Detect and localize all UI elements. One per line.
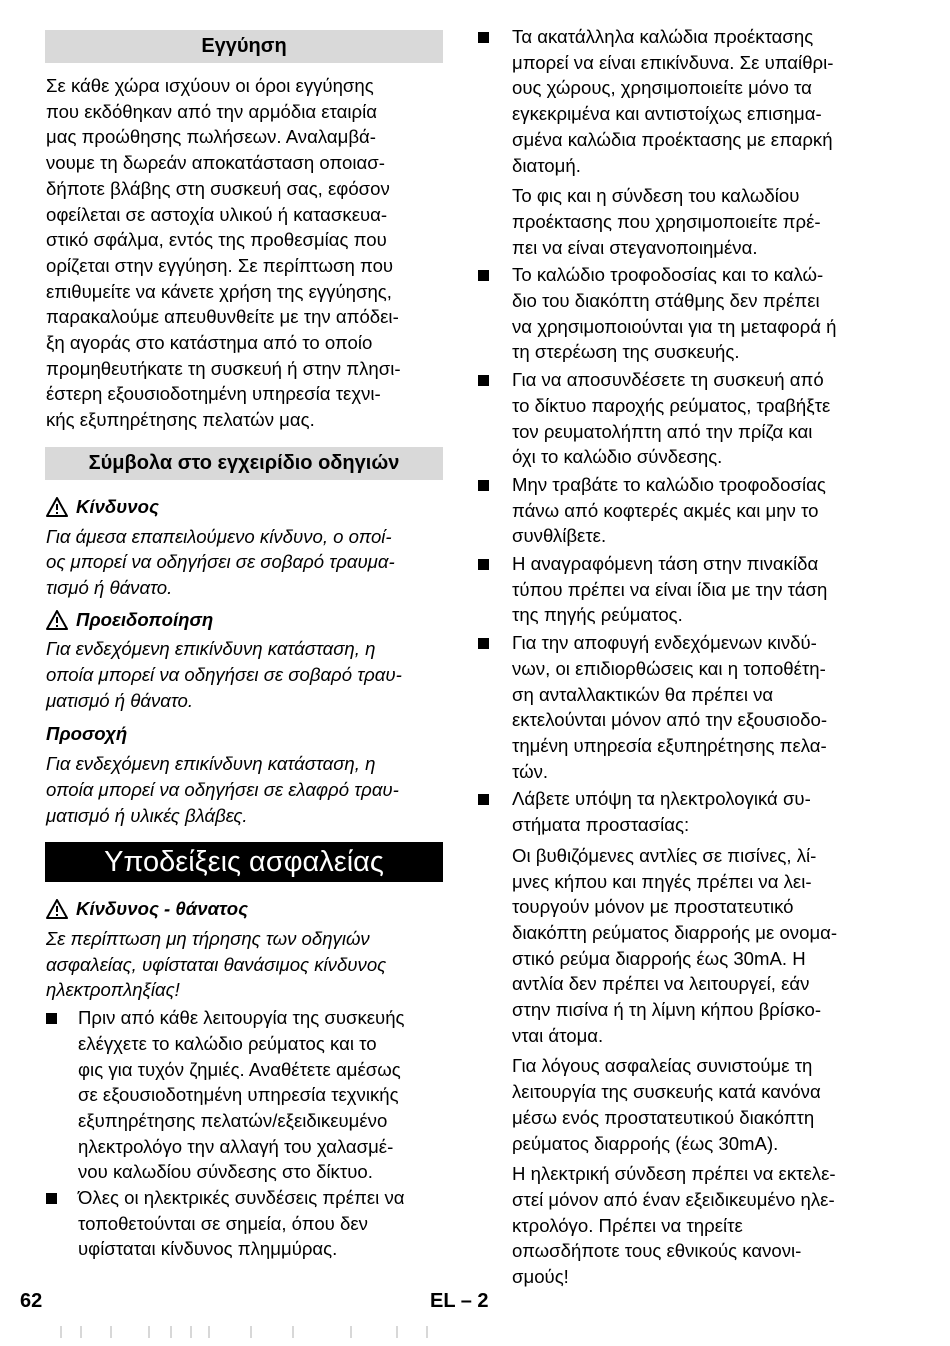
text-line: Όλες οι ηλεκτρικές συνδέσεις πρέπει να: [78, 1187, 405, 1209]
text-line: τισμό ή θάνατο.: [46, 576, 173, 598]
text-line: της πηγής ρεύματος.: [512, 604, 683, 626]
text-line: λειτουργία της συσκευής κατά κανόνα: [512, 1081, 821, 1103]
text-line: εξυπηρέτησης πελατών/εξειδικευμένο: [78, 1109, 388, 1131]
text-line: Η ηλεκτρική σύνδεση πρέπει να εκτελε-: [512, 1163, 836, 1185]
warning-triangle-icon: [46, 899, 68, 919]
list-item: [478, 630, 898, 784]
text-line: πάνω από κοφτερές ακμές και μην το: [512, 499, 819, 521]
text-line: ματισμό ή υλικές βλάβες.: [46, 804, 248, 826]
text-line: Το καλώδιο τροφοδοσίας και το καλώ-: [512, 264, 824, 286]
text-line: όχι το καλώδιο σύνδεσης.: [512, 446, 723, 468]
text-line: εγκεκριμένα και αντιστοίχως επισημα-: [512, 103, 822, 125]
section-heading-safety: Υποδείξεις ασφαλείας: [45, 842, 443, 882]
right-column: [478, 26, 898, 1290]
text-line: τύπου πρέπει να είναι ίδια με την τάση: [512, 578, 828, 600]
square-bullet-icon: [478, 480, 489, 491]
text-line: κτρολόγο. Πρέπει να τηρείτε: [512, 1214, 743, 1236]
right-bullet-list: [478, 24, 898, 1290]
death-text: [46, 926, 444, 1003]
text-line: στικό σφάλμα, εντός της προθεσμίας που: [46, 229, 387, 251]
text-line: τοποθετούνται σε σημεία, όπου δεν: [78, 1212, 368, 1234]
text-line: ηλεκτρολόγο την αλλαγή του χαλασμέ-: [78, 1135, 394, 1157]
text-line: στικό ρεύμα διαρροής έως 30mA. Η: [512, 947, 806, 969]
text-line: προέκτασης που χρησιμοποιείτε πρέ-: [512, 210, 821, 232]
text-line: πει να είναι στεγανοποιημένα.: [512, 236, 758, 258]
text-line: δήποτε βλάβης στη συσκευή σας, εφόσον: [46, 177, 390, 199]
text-line: το δίκτυο παροχής ρεύματος, τραβήξτε: [512, 394, 831, 416]
text-line: νων, οι επιδιορθώσεις και η τοποθέτη-: [512, 657, 826, 679]
square-bullet-icon: [478, 559, 489, 570]
text-line: μας προώθησης πωλήσεων. Αναλαμβά-: [46, 126, 376, 148]
death-title: Κίνδυνος - θάνατος: [76, 898, 249, 920]
list-item: [478, 472, 898, 549]
warning-text: [46, 636, 444, 713]
text-line: τη στερέωση της συσκευής.: [512, 341, 740, 363]
text-line: έστερη εξουσιοδοτημένη υπηρεσία τεχνι-: [46, 383, 381, 405]
caution-heading: [46, 721, 444, 747]
square-bullet-icon: [478, 638, 489, 649]
text-line: στήματα προστασίας:: [512, 814, 690, 836]
list-item: [478, 786, 898, 1289]
square-bullet-icon: [478, 270, 489, 281]
text-line: προμηθευτήκατε τη συσκευή ή στην πλησι-: [46, 357, 401, 379]
text-line: τουργούν μόνον με προστατευτικό: [512, 896, 794, 918]
text-line: Για ενδεχόμενη επικίνδυνη κατάσταση, η: [46, 638, 376, 660]
square-bullet-icon: [46, 1193, 57, 1204]
language-code: EL – 2: [430, 1290, 489, 1312]
text-line: διατομή.: [512, 154, 581, 176]
warranty-text: [46, 73, 444, 433]
caution-title: Προσοχή: [46, 723, 128, 745]
text-line: Για λόγους ασφαλείας συνιστούμε τη: [512, 1055, 813, 1077]
text-line: που εκδόθηκαν από την αρμόδια εταιρία: [46, 100, 377, 122]
text-line: μνες κήπου και πηγές πρέπει να λει-: [512, 870, 812, 892]
text-line: να χρησιμοποιούνται για τη μεταφορά ή: [512, 315, 837, 337]
text-line: Τα ακατάλληλα καλώδια προέκτασης: [512, 26, 814, 47]
text-line: υφίσταται κίνδυνος πλημμύρας.: [78, 1238, 338, 1260]
text-line: σμούς!: [512, 1266, 569, 1288]
text-line: οφείλεται σε αστοχία υλικού ή κατασκευα-: [46, 203, 388, 225]
text-line: διο του διακόπτη στάθμης δεν πρέπει: [512, 290, 820, 312]
text-line: οποία μπορεί να οδηγήσει σε ελαφρό τραυ-: [46, 778, 399, 800]
list-item: [478, 24, 898, 260]
list-item: [46, 1185, 444, 1262]
text-line: Οι βυθιζόμενες αντλίες σε πισίνες, λί-: [512, 844, 817, 866]
text-line: ελέγχετε το καλώδιο ρεύματος και το: [78, 1032, 377, 1054]
death-heading: [46, 896, 444, 922]
list-item: [478, 551, 898, 628]
danger-text: [46, 524, 444, 601]
text-line: ση ανταλλακτικών θα πρέπει να: [512, 683, 774, 705]
text-line: ρεύματος διαρροής (έως 30mA).: [512, 1132, 779, 1154]
text-line: ους χώρους, χρησιμοποιείτε μόνο τα: [512, 77, 812, 99]
left-column: [46, 26, 444, 1262]
list-item: [478, 262, 898, 365]
text-line: παρακαλούμε απευθυνθείτε με την απόδει-: [46, 306, 399, 328]
text-line: Σε περίπτωση μη τήρησης των οδηγιών: [46, 927, 370, 949]
text-line: ματισμό ή θάνατο.: [46, 689, 194, 711]
text-line: Το φις και η σύνδεση του καλωδίου: [512, 185, 800, 207]
text-line: συνθλίβετε.: [512, 525, 607, 547]
section-heading-symbols: Σύμβολα στο εγχειρίδιο οδηγιών: [45, 447, 443, 480]
text-line: Μην τραβάτε το καλώδιο τροφοδοσίας: [512, 473, 826, 495]
text-line: επιθυμείτε να κάνετε χρήση της εγγύησης,: [46, 280, 392, 302]
warning-triangle-icon: [46, 610, 68, 630]
sub-paragraph: [512, 183, 898, 260]
text-line: Για άμεσα επαπειλούμενο κίνδυνο, ο οποί-: [46, 525, 392, 547]
text-line: τον ρευματολήπτη από την πρίζα και: [512, 420, 813, 442]
text-line: μέσω ενός προστατευτικού διακόπτη: [512, 1106, 815, 1128]
warning-triangle-icon: [46, 497, 68, 517]
scan-artifacts: [60, 1326, 440, 1338]
page-number: 62: [20, 1290, 43, 1312]
text-line: διακόπτη ρεύματος διαρροής με ονομα-: [512, 921, 838, 943]
caution-text: [46, 751, 444, 828]
warning-title: Προειδοποίηση: [76, 608, 214, 630]
text-line: μπορεί να είναι επικίνδυνα. Σε υπαίθρι-: [512, 51, 834, 73]
text-line: σε εξουσιοδοτημένη υπηρεσία τεχνικής: [78, 1084, 399, 1106]
list-item: [478, 367, 898, 470]
warning-heading: [46, 607, 444, 633]
text-line: Για ενδεχόμενη επικίνδυνη κατάσταση, η: [46, 753, 376, 775]
square-bullet-icon: [478, 375, 489, 386]
text-line: νται άτομα.: [512, 1024, 604, 1046]
text-line: Σε κάθε χώρα ισχύουν οι όροι εγγύησης: [46, 75, 374, 96]
text-line: οπωσδήποτε τους εθνικούς κανονι-: [512, 1240, 802, 1262]
text-line: εκτελούνται μόνον από την εξουσιοδο-: [512, 709, 828, 731]
sub-paragraph: [512, 1161, 898, 1290]
text-line: Η αναγραφόμενη τάση στην πινακίδα: [512, 553, 819, 575]
square-bullet-icon: [46, 1013, 57, 1024]
text-line: οποία μπορεί να οδηγήσει σε σοβαρό τραυ-: [46, 664, 402, 686]
danger-heading: [46, 494, 444, 520]
text-line: ασφαλείας, υφίσταται θανάσιμος κίνδυνος: [46, 953, 387, 975]
text-line: Για την αποφυγή ενδεχόμενων κινδύ-: [512, 632, 817, 654]
text-line: στεί μόνον από έναν εξειδικευμένο ηλε-: [512, 1188, 835, 1210]
text-line: ξη αγοράς στο κατάστημα από το οποίο: [46, 332, 373, 354]
text-line: στην πισίνα ή τη λίμνη κήπου βρίσκο-: [512, 999, 822, 1021]
text-line: Πριν από κάθε λειτουργία της συσκευής: [78, 1007, 405, 1029]
left-bullet-list: [46, 1005, 444, 1262]
text-line: τών.: [512, 760, 549, 782]
section-heading-warranty: Εγγύηση: [45, 30, 443, 63]
text-line: νου καλωδίου σύνδεσης στο δίκτυο.: [78, 1161, 373, 1183]
text-line: αντλία δεν πρέπει να λειτουργεί, εάν: [512, 973, 810, 995]
text-line: Λάβετε υπόψη τα ηλεκτρολογικά συ-: [512, 788, 811, 810]
text-line: κής εξυπηρέτησης πελατών μας.: [46, 409, 315, 431]
text-line: νουμε τη δωρεάν αποκατάσταση οποιασ-: [46, 152, 385, 174]
list-item: [46, 1005, 444, 1185]
sub-paragraph: [512, 1053, 898, 1156]
text-line: φις για τυχόν ζημιές. Αναθέτετε αμέσως: [78, 1058, 401, 1080]
text-line: τημένη υπηρεσία εξυπηρέτησης πελα-: [512, 734, 827, 756]
text-line: Για να αποσυνδέσετε τη συσκευή από: [512, 369, 824, 391]
square-bullet-icon: [478, 32, 489, 43]
text-line: ος μπορεί να οδηγήσει σε σοβαρό τραυμα-: [46, 551, 395, 573]
text-line: ορίζεται στην εγγύηση. Σε περίπτωση που: [46, 254, 394, 276]
text-line: σμένα καλώδια προέκτασης με επαρκή: [512, 128, 833, 150]
sub-paragraph: [512, 843, 898, 1049]
square-bullet-icon: [478, 794, 489, 805]
text-line: ηλεκτροπληξίας!: [46, 979, 180, 1001]
danger-title: Κίνδυνος: [76, 495, 159, 517]
